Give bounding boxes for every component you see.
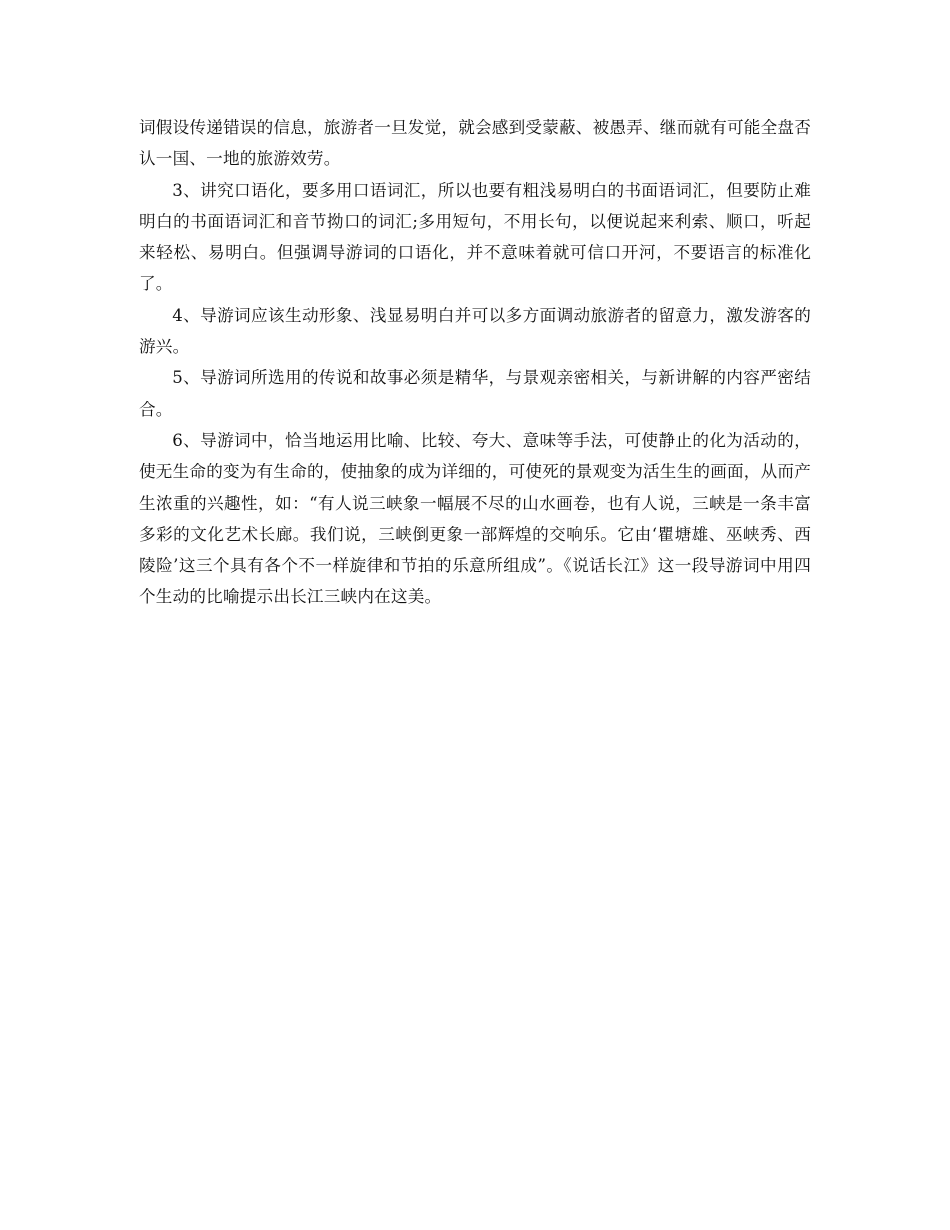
paragraph-point-6: 6、导游词中，恰当地运用比喻、比较、夸大、意味等手法，可使静止的化为活动的，使无生命的变为有生命的，使抽象的成为详细的，可使死的景观变为活生生的画面，从而产生浓重的兴趣性，如：“有人说三峡象一幅展不尽的山水画卷，也有人说，三峡是一条丰富多彩的文化艺术长廊。我们说，三峡倒更象一部辉煌的交响乐。它由‘瞿塘雄、巫峡秀、西陵险’这三个具有各个不一样旋律和节拍的乐意所组成”。《说话长江》这一段导游词中用四个生动的比喻提示出长江三峡内在这美。 <box>139 430 811 607</box>
paragraph-point-5: 5、导游词所选用的传说和故事必须是精华，与景观亲密相关，与新讲解的内容严密结合。 <box>139 368 811 419</box>
paragraph-point-4: 4、导游词应该生动形象、浅显易明白并可以多方面调动旅游者的留意力，激发游客的游兴。 <box>139 305 811 357</box>
paragraph-point-3: 3、讲究口语化，要多用口语词汇，所以也要有粗浅易明白的书面语词汇，但要防止难明白的书面语词汇和音节拗口的词汇;多用短句，不用长句，以便说起来利索、顺口，听起来轻松、易明白。但强调导游词的口语化，并不意味着就可信口开河，不要语言的标准化了。 <box>139 180 811 294</box>
document-body <box>139 112 811 613</box>
paragraph-continuation: 词假设传递错误的信息，旅游者一旦发觉，就会感到受蒙蔽、被愚弄、继而就有可能全盘否认一国、一地的旅游效劳。 <box>139 118 811 169</box>
